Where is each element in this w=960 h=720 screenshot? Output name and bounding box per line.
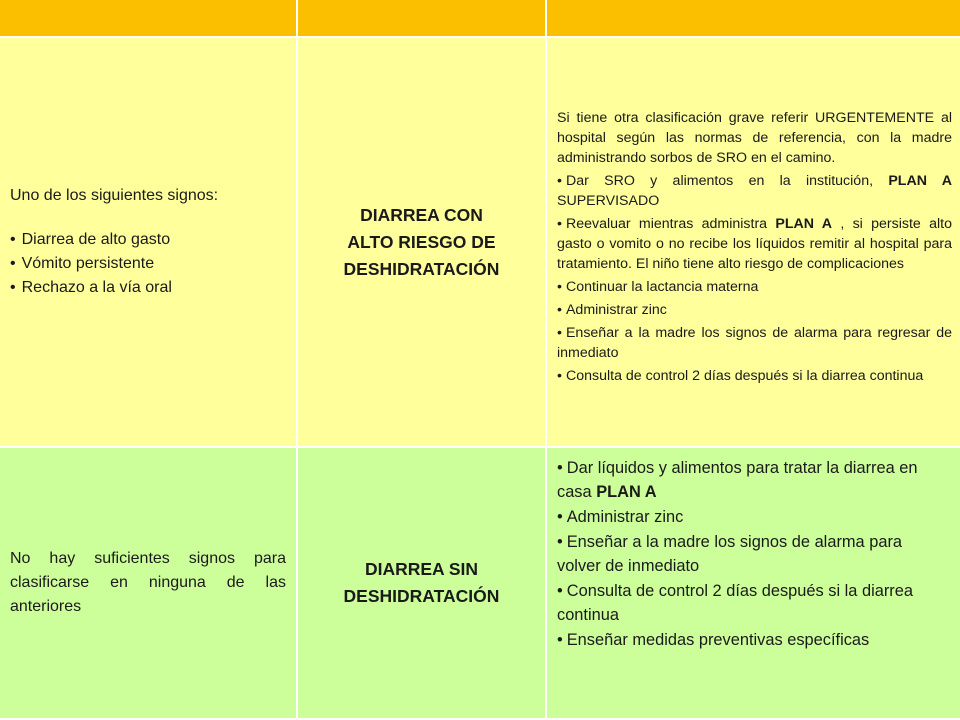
header-col-treatment (547, 0, 960, 38)
item-text: Consulta de control 2 días después si la diarrea continua (557, 582, 913, 624)
bullet-icon: • (557, 368, 562, 384)
row2-classification-line: DESHIDRATACIÓN (343, 586, 500, 606)
item-text: Administrar zinc (565, 302, 667, 318)
plan-a-label: PLAN A (596, 483, 657, 501)
item-text: Reevaluar mientras administra (565, 216, 768, 232)
row2-classification (344, 556, 500, 610)
row1-treatment-item (557, 277, 952, 297)
bullet-icon: • (557, 508, 563, 526)
row1-classification-line: DIARREA CON (360, 204, 483, 225)
bullet-icon: • (557, 173, 562, 189)
row1-treatment-item (557, 323, 952, 363)
plan-a-label: PLAN A (775, 216, 833, 232)
row2-treatment-item (557, 628, 950, 652)
row1-classification-line: ALTO RIESGO DE (347, 231, 496, 252)
row1-classification-cell (298, 38, 547, 448)
bullet-icon: • (557, 302, 562, 318)
row1-treatment-item (557, 171, 952, 211)
plan-a-label: PLAN A (888, 173, 952, 189)
row1-sign-item: • Rechazo a la vía oral (10, 276, 286, 300)
header-col-classification (298, 0, 547, 38)
row2-treatment-item (557, 579, 950, 627)
item-text: Administrar zinc (566, 508, 684, 526)
row2-treatment-cell (547, 448, 960, 720)
row1-treatment-cell (547, 38, 960, 448)
item-text: Consulta de control 2 días después si la diarrea continua (565, 368, 924, 384)
bullet-icon: • (557, 631, 563, 649)
row1-sign-item: • Diarrea de alto gasto (10, 228, 286, 252)
item-text: , si persiste alto gasto o vomito o no recibe los líquidos remitir al hospital para tratamiento. El niño tiene alto riesgo de complicaciones (557, 216, 952, 272)
row2-treatment-item (557, 456, 950, 504)
row2-treatment-item (557, 505, 950, 529)
item-text: Dar líquidos y alimentos para tratar la diarrea en casa (557, 459, 918, 501)
row1-sign-item: • Vómito persistente (10, 252, 286, 276)
bullet-icon: • (557, 325, 562, 341)
row1-signs-list (10, 228, 286, 300)
bullet-icon: • (557, 582, 563, 600)
row2-signs-cell (0, 448, 298, 720)
row2-classification-line: DIARREA SIN (364, 559, 479, 579)
row1-signs-title: Uno de los siguientes signos: (10, 187, 219, 204)
row1-treatment-item (557, 366, 952, 386)
bullet-icon: • (557, 459, 563, 477)
bullet-icon: • (557, 533, 563, 551)
bullet-icon: • (557, 279, 562, 295)
item-text: Dar SRO y alimentos en la institución, (565, 173, 874, 189)
row1-classification-line: DESHIDRATACIÓN (343, 258, 500, 279)
row1-classification (344, 202, 500, 283)
item-text: Enseñar a la madre los signos de alarma para regresar de inmediato (557, 325, 952, 361)
row1-treatment-item (557, 214, 952, 274)
header-col-signs (0, 0, 298, 38)
item-text: SUPERVISADO (557, 193, 660, 209)
row1-treatment-item (557, 300, 952, 320)
item-text: Enseñar a la madre los signos de alarma para volver de inmediato (557, 533, 903, 575)
bullet-icon: • (557, 216, 562, 232)
row2-signs-text: No hay suficientes signos para clasificarse en ninguna de las anteriores (10, 550, 286, 615)
item-text: Continuar la lactancia materna (565, 279, 759, 295)
item-text: Enseñar medidas preventivas específicas (566, 631, 870, 649)
row1-signs-cell (0, 38, 298, 448)
row2-classification-cell (298, 448, 547, 720)
row2-treatment-item (557, 530, 950, 578)
row1-treatment-intro: Si tiene otra clasificación grave referir URGENTEMENTE al hospital según las normas de referencia, con la madre administrando sorbos de SRO en el camino. (557, 110, 952, 166)
